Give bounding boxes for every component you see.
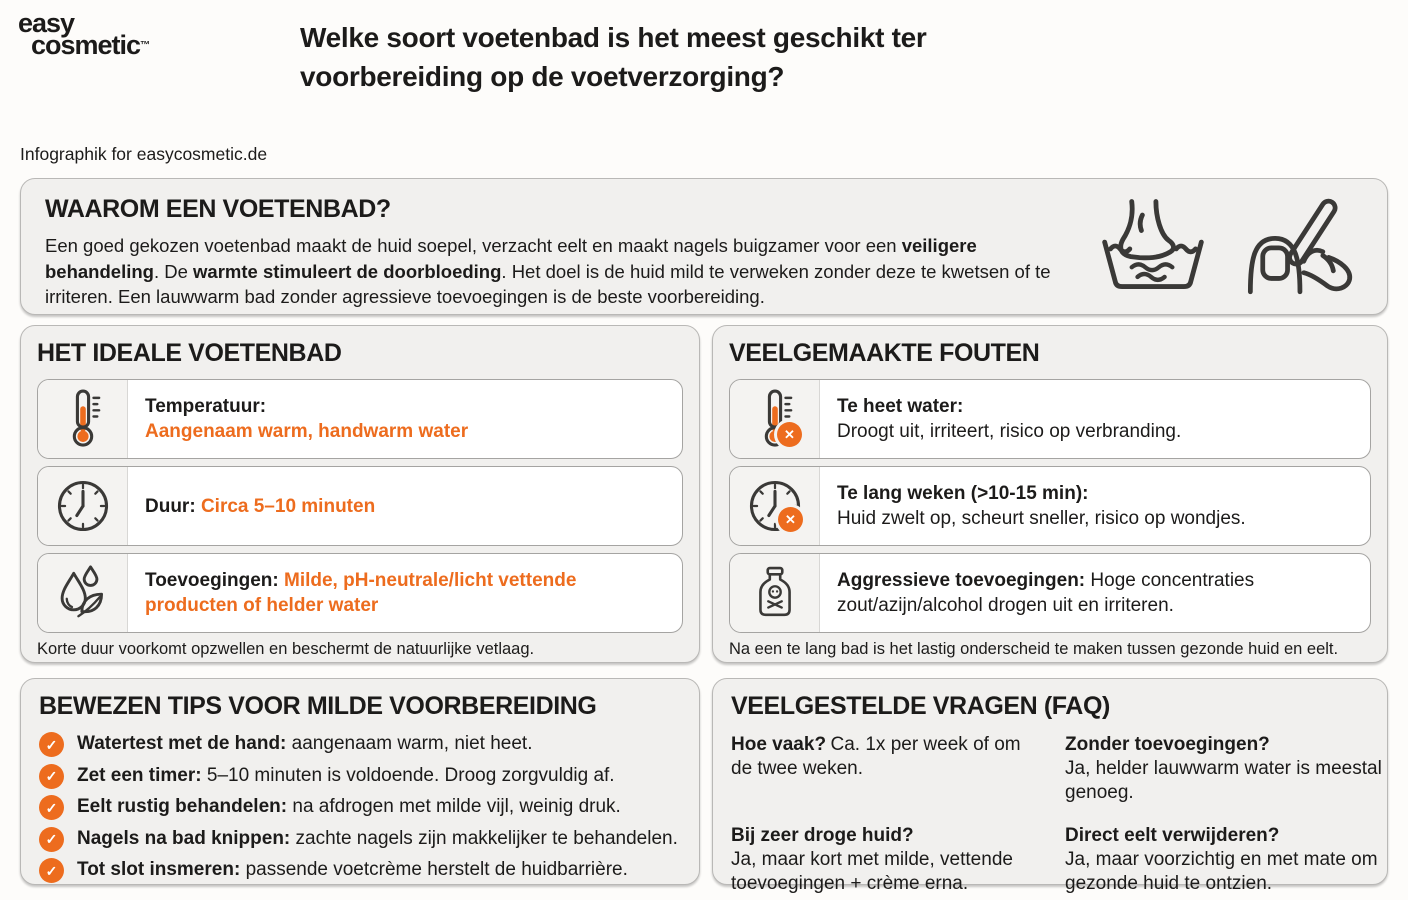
tip-text: 5–10 minuten is voldoende. Droog zorgvuldig af.	[206, 764, 615, 786]
foot-bath-icon	[1095, 195, 1211, 297]
tip-item-timer	[39, 765, 681, 789]
tips-list	[39, 733, 681, 883]
faq-answer: Ja, maar voorzichtig en met mate om gezonde huid te ontzien.	[1065, 849, 1378, 894]
mistake-row-soak-too-long	[729, 466, 1371, 546]
faq-answer: Ja, maar kort met milde, vettende toevoegingen + crème erna.	[731, 849, 1013, 894]
faq-question: Zonder toevoegingen?	[1065, 734, 1270, 755]
ideal-temperature-value: Aangenaam warm, handwarm water	[145, 421, 469, 442]
faq-grid	[731, 733, 1382, 896]
faq-item-how-often	[731, 733, 1043, 805]
ideal-row-temperature	[37, 379, 683, 459]
tip-label: Nagels na bad knippen:	[77, 827, 291, 849]
faq-question: Direct eelt verwijderen?	[1065, 825, 1280, 846]
tip-item-water-test	[39, 733, 681, 757]
mistake-soak-label: Te lang weken (>10-15 min):	[837, 483, 1089, 504]
error-x-icon: ✕	[777, 422, 802, 447]
mistake-soak-text: Huid zwelt op, scheurt sneller, risico op wondjes.	[837, 508, 1246, 529]
thermometer-icon	[61, 388, 105, 450]
check-circle-icon: ✓	[39, 732, 64, 757]
ideal-row-additives	[37, 553, 683, 633]
tip-item-callus	[39, 796, 681, 820]
mistake-row-aggressive-additives	[729, 553, 1371, 633]
ideal-additives-label: Toevoegingen:	[145, 570, 279, 591]
ideal-duration-label: Duur:	[145, 495, 196, 517]
mistake-hot-water-label: Te heet water:	[837, 396, 964, 417]
tips-heading: BEWEZEN TIPS VOOR MILDE VOORBEREIDING	[39, 692, 597, 720]
section-proven-tips	[20, 678, 700, 885]
drops-leaf-icon	[54, 564, 112, 622]
mistakes-rows	[729, 379, 1371, 633]
trademark-symbol: ™	[140, 40, 151, 52]
ideal-heading: HET IDEALE VOETENBAD	[37, 339, 342, 367]
faq-heading: VEELGESTELDE VRAGEN (FAQ)	[731, 692, 1110, 720]
tip-label: Tot slot insmeren:	[77, 859, 241, 880]
check-circle-icon: ✓	[39, 858, 64, 883]
poison-bottle-icon	[749, 564, 801, 622]
ideal-temperature-label: Temperatuur:	[145, 396, 267, 417]
ideal-rows	[37, 379, 683, 633]
tip-text: passende voetcrème herstelt de huidbarrière.	[245, 859, 628, 880]
faq-answer: Ca. 1x per week of om de twee weken.	[731, 734, 1021, 779]
page-subtitle: Infographik for easycosmetic.de	[20, 144, 268, 164]
ideal-footnote: Korte duur voorkomt opzwellen en beschermt de natuurlijke vetlaag.	[37, 640, 535, 658]
brand-logo-line2: cosmetic™	[31, 30, 151, 61]
faq-item-without-additives	[1065, 733, 1385, 805]
clock-icon	[55, 478, 111, 534]
tip-text: aangenaam warm, niet heet.	[291, 733, 533, 754]
tip-item-nails	[39, 828, 681, 852]
faq-question: Bij zeer droge huid?	[731, 825, 914, 846]
section-why-footbath	[20, 178, 1388, 315]
tip-label: Zet een timer:	[77, 764, 202, 786]
check-circle-icon: ✓	[39, 827, 64, 852]
section-common-mistakes	[712, 325, 1388, 663]
pedicure-icon	[1237, 195, 1361, 297]
ideal-additives-value: Milde, pH-neutrale/licht vettende producten of helder water	[145, 570, 577, 616]
tip-label: Eelt rustig behandelen:	[77, 796, 288, 817]
tip-item-cream	[39, 859, 681, 883]
check-circle-icon: ✓	[39, 795, 64, 820]
tip-text: na afdrogen met milde vijl, weinig druk.	[292, 796, 621, 817]
section-ideal-footbath	[20, 325, 700, 663]
section-faq	[712, 678, 1388, 894]
faq-item-very-dry-skin	[731, 824, 1043, 896]
faq-question: Hoe vaak?	[731, 734, 827, 755]
brand-logo-line1: easy	[18, 8, 75, 38]
mistakes-heading: VEELGEMAAKTE FOUTEN	[729, 339, 1040, 367]
mistakes-footnote: Na een te lang bad is het lastig onderscheid te maken tussen gezonde huid en eelt.	[729, 640, 1339, 658]
mistake-hot-water-text: Droogt uit, irriteert, risico op verbranding.	[837, 421, 1182, 442]
mistake-row-hot-water	[729, 379, 1371, 459]
faq-item-remove-callus	[1065, 824, 1385, 896]
mistake-additives-text: Hoge concentraties zout/azijn/alcohol drogen uit en irriteren.	[837, 570, 1255, 616]
ideal-duration-value: Circa 5–10 minuten	[200, 495, 376, 517]
why-paragraph: Een goed gekozen voetenbad maakt de huid soepel, verzacht eelt en maakt nagels buigzamer voor een veiligere behandeling. De warmte stimuleert de doorbloeding. Het doel is de huid mild te verweken zonder deze te kwetsen of te irriteren. Een lauwwarm bad zonder agressieve toevoegingen is de beste voorbereiding.	[45, 235, 1051, 307]
tip-text: zachte nagels zijn makkelijker te behandelen.	[295, 827, 678, 849]
faq-answer: Ja, helder lauwwarm water is meestal genoeg.	[1065, 758, 1382, 803]
why-heading: WAAROM EEN VOETENBAD?	[45, 195, 391, 223]
mistake-additives-label: Aggressieve toevoegingen:	[837, 570, 1086, 591]
page-title: Welke soort voetenbad is het meest geschikt ter voorbereiding op de voetverzorging?	[300, 22, 927, 92]
tip-label: Watertest met de hand:	[77, 733, 287, 754]
ideal-row-duration	[37, 466, 683, 546]
why-illustrations	[1095, 195, 1361, 297]
check-circle-icon: ✓	[39, 764, 64, 789]
error-x-icon: ✕	[778, 507, 803, 532]
brand-logo	[18, 8, 151, 61]
